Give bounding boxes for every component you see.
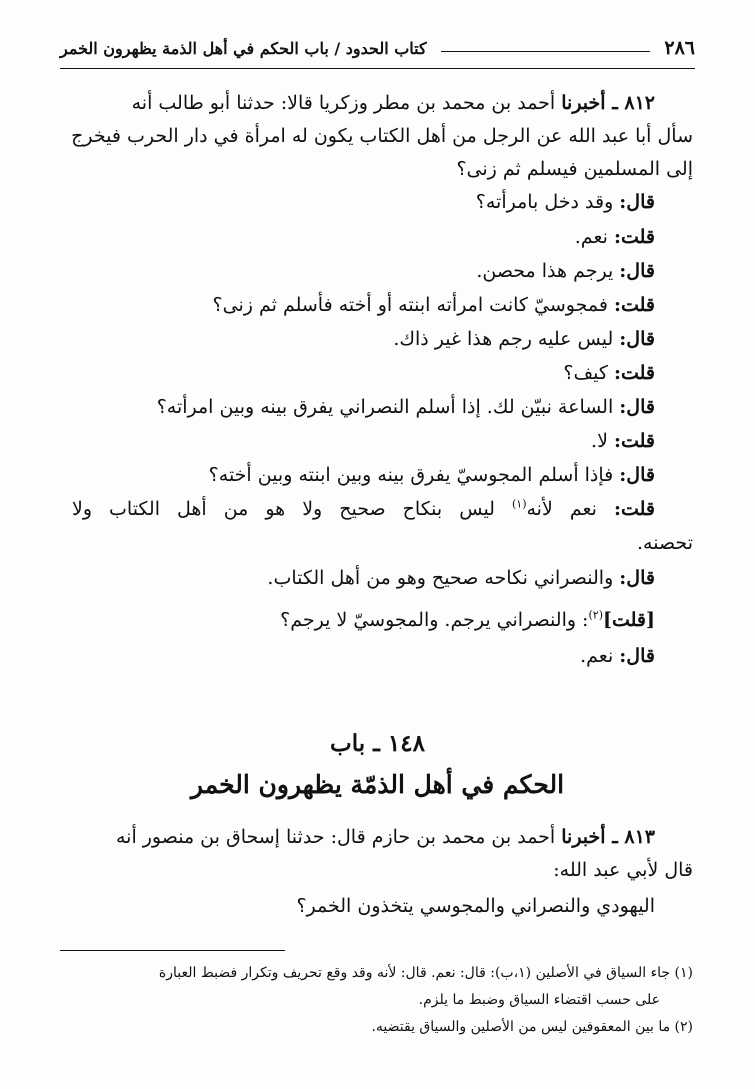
utterance: فإذا أسلم المجوسيّ يفرق بينه وبين ابنته وبين أخته؟ [208, 464, 620, 486]
speaker: قلت: [613, 498, 655, 520]
chapter-number: ١٤٨ ـ باب [330, 730, 425, 757]
utterance: لا. [591, 430, 614, 452]
dialogue-line [62, 563, 655, 593]
dialogue-line [62, 358, 655, 388]
narration-812-line2: سأل أبا عبد الله عن الرجل من أهل الكتاب يكون له امرأة في دار الحرب فيخرج [71, 125, 693, 147]
running-title: كتاب الحدود / باب الحكم في أهل الذمة يظهرون الخمر [60, 38, 427, 58]
dialogue-line [62, 426, 655, 456]
speaker: قلت: [613, 362, 655, 384]
utterance: نعم. [580, 645, 620, 667]
speaker: قال: [619, 464, 655, 486]
speaker: قال: [619, 260, 655, 282]
dialogue-line [62, 641, 655, 671]
footnote-mark: (١) [511, 497, 527, 511]
footnote-1-line1: (١) جاء السياق في الأصلين (١،ب): قال: نعم. قال: لأنه وقد وقع تحريف وتكرار فضبط العبارة [158, 965, 693, 981]
utterance: وقد دخل بامرأته؟ [475, 191, 620, 213]
dialogue-continuation: تحصنه. [637, 532, 693, 554]
narration-812-line1 [62, 88, 655, 118]
speaker: قلت: [613, 294, 655, 316]
chapter-title: الحكم في أهل الذمّة يظهرون الخمر [190, 770, 565, 799]
narration-812-line3: إلى المسلمين فيسلم ثم زنى؟ [456, 158, 693, 180]
dialogue-line [62, 605, 655, 635]
lead-word: أخبرنا [561, 92, 606, 114]
speaker: قال: [619, 645, 655, 667]
speaker: قلت: [613, 226, 655, 248]
utterance: ليس عليه رجم هذا غير ذاك. [393, 328, 620, 350]
line-text: أحمد بن محمد بن مطر وزكريا قالا: حدثنا أبو طالب أنه [131, 92, 562, 114]
narration-813-line3: اليهودي والنصراني والمجوسي يتخذون الخمر؟ [296, 895, 655, 917]
line-text: أحمد بن محمد بن حازم قال: حدثنا إسحاق بن منصور أنه [115, 826, 562, 848]
utterance: فمجوسيّ كانت امرأته ابنته أو أخته فأسلم ثم زنى؟ [212, 294, 614, 316]
utterance: : والنصراني يرجم. والمجوسيّ لا يرجم؟ [280, 609, 589, 631]
hadith-number: ٨١٢ ـ [605, 92, 655, 114]
hadith-number: ٨١٣ ـ [605, 826, 655, 848]
narration-813-line2: قال لأبي عبد الله: [553, 859, 693, 881]
speaker: [قلت] [602, 609, 655, 631]
utterance: نعم. [574, 226, 614, 248]
utterance: كيف؟ [563, 362, 614, 384]
header-rule [441, 51, 651, 52]
utterance: والنصراني نكاحه صحيح وهو من أهل الكتاب. [267, 567, 620, 589]
narration-813-line1 [62, 822, 655, 852]
utterance: الساعة نبيّن لك. إذا أسلم النصراني يفرق بينه وبين امرأته؟ [156, 396, 620, 418]
speaker: قال: [619, 191, 655, 213]
dialogue-line-long [72, 494, 655, 524]
footnote-1-line2: على حسب اقتضاء السياق وضبط ما يلزم. [418, 992, 660, 1008]
speaker: قال: [619, 396, 655, 418]
dialogue-line [62, 187, 655, 217]
dialogue-line [62, 324, 655, 354]
dialogue-line [62, 290, 655, 320]
page-number: ٢٨٦ [664, 37, 695, 59]
footnote-separator [60, 950, 285, 951]
dialogue-line [62, 256, 655, 286]
dialogue-line [62, 460, 655, 490]
footnote-mark: (٢) [588, 608, 603, 622]
footnote-2: (٢) ما بين المعقوفين ليس من الأصلين والسياق يقتضيه. [371, 1019, 693, 1035]
utterance: يرجم هذا محصن. [476, 260, 620, 282]
speaker: قال: [619, 567, 655, 589]
speaker: قلت: [613, 430, 655, 452]
page-header [60, 28, 695, 69]
lead-word: أخبرنا [561, 826, 606, 848]
utterance: نعم لأنه [526, 498, 614, 520]
dialogue-line [62, 392, 655, 422]
speaker: قال: [619, 328, 655, 350]
utterance: ليس بنكاح صحيح ولا هو من أهل الكتاب ولا [72, 498, 512, 520]
dialogue-line [62, 222, 655, 252]
